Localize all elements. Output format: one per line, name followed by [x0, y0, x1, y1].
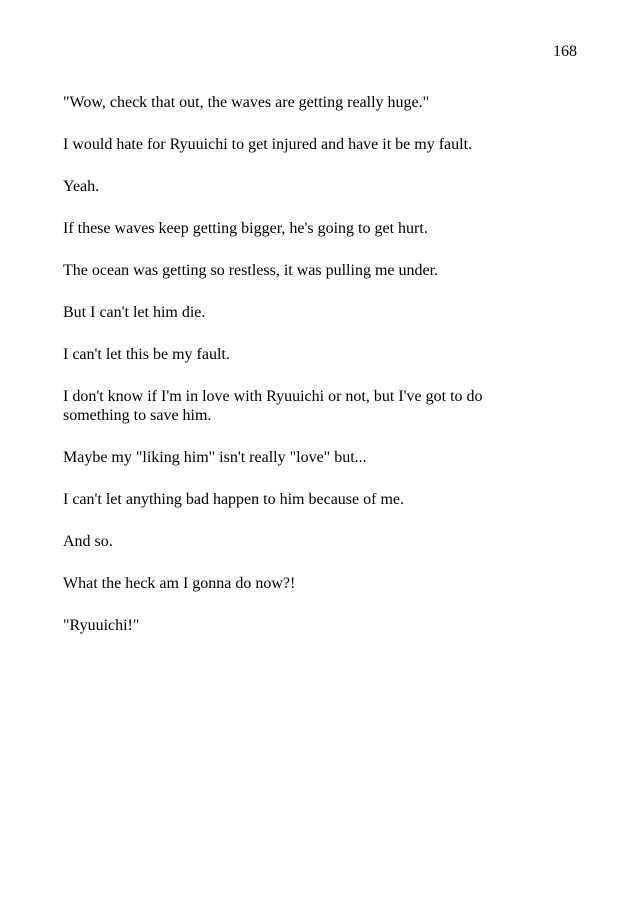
paragraph: I can't let anything bad happen to him because of me. [63, 491, 404, 508]
page-number: 168 [553, 43, 577, 60]
paragraph: Yeah. [63, 178, 100, 195]
paragraph: I would hate for Ryuuichi to get injured and have it be my fault. [63, 136, 473, 153]
paragraph: If these waves keep getting bigger, he's going to get hurt. [63, 220, 428, 237]
page-body [63, 93, 543, 658]
paragraph: "Ryuuichi!" [63, 617, 140, 634]
paragraph: I can't let this be my fault. [63, 346, 230, 363]
paragraph: I don't know if I'm in love with Ryuuichi or not, but I've got to do something to save him. [63, 388, 483, 424]
paragraph: What the heck am I gonna do now?! [63, 575, 296, 592]
paragraph: "Wow, check that out, the waves are getting really huge." [63, 94, 430, 111]
paragraph: And so. [63, 533, 113, 550]
paragraph: But I can't let him die. [63, 304, 206, 321]
paragraph: Maybe my "liking him" isn't really "love" but... [63, 449, 367, 466]
paragraph: The ocean was getting so restless, it was pulling me under. [63, 262, 439, 279]
